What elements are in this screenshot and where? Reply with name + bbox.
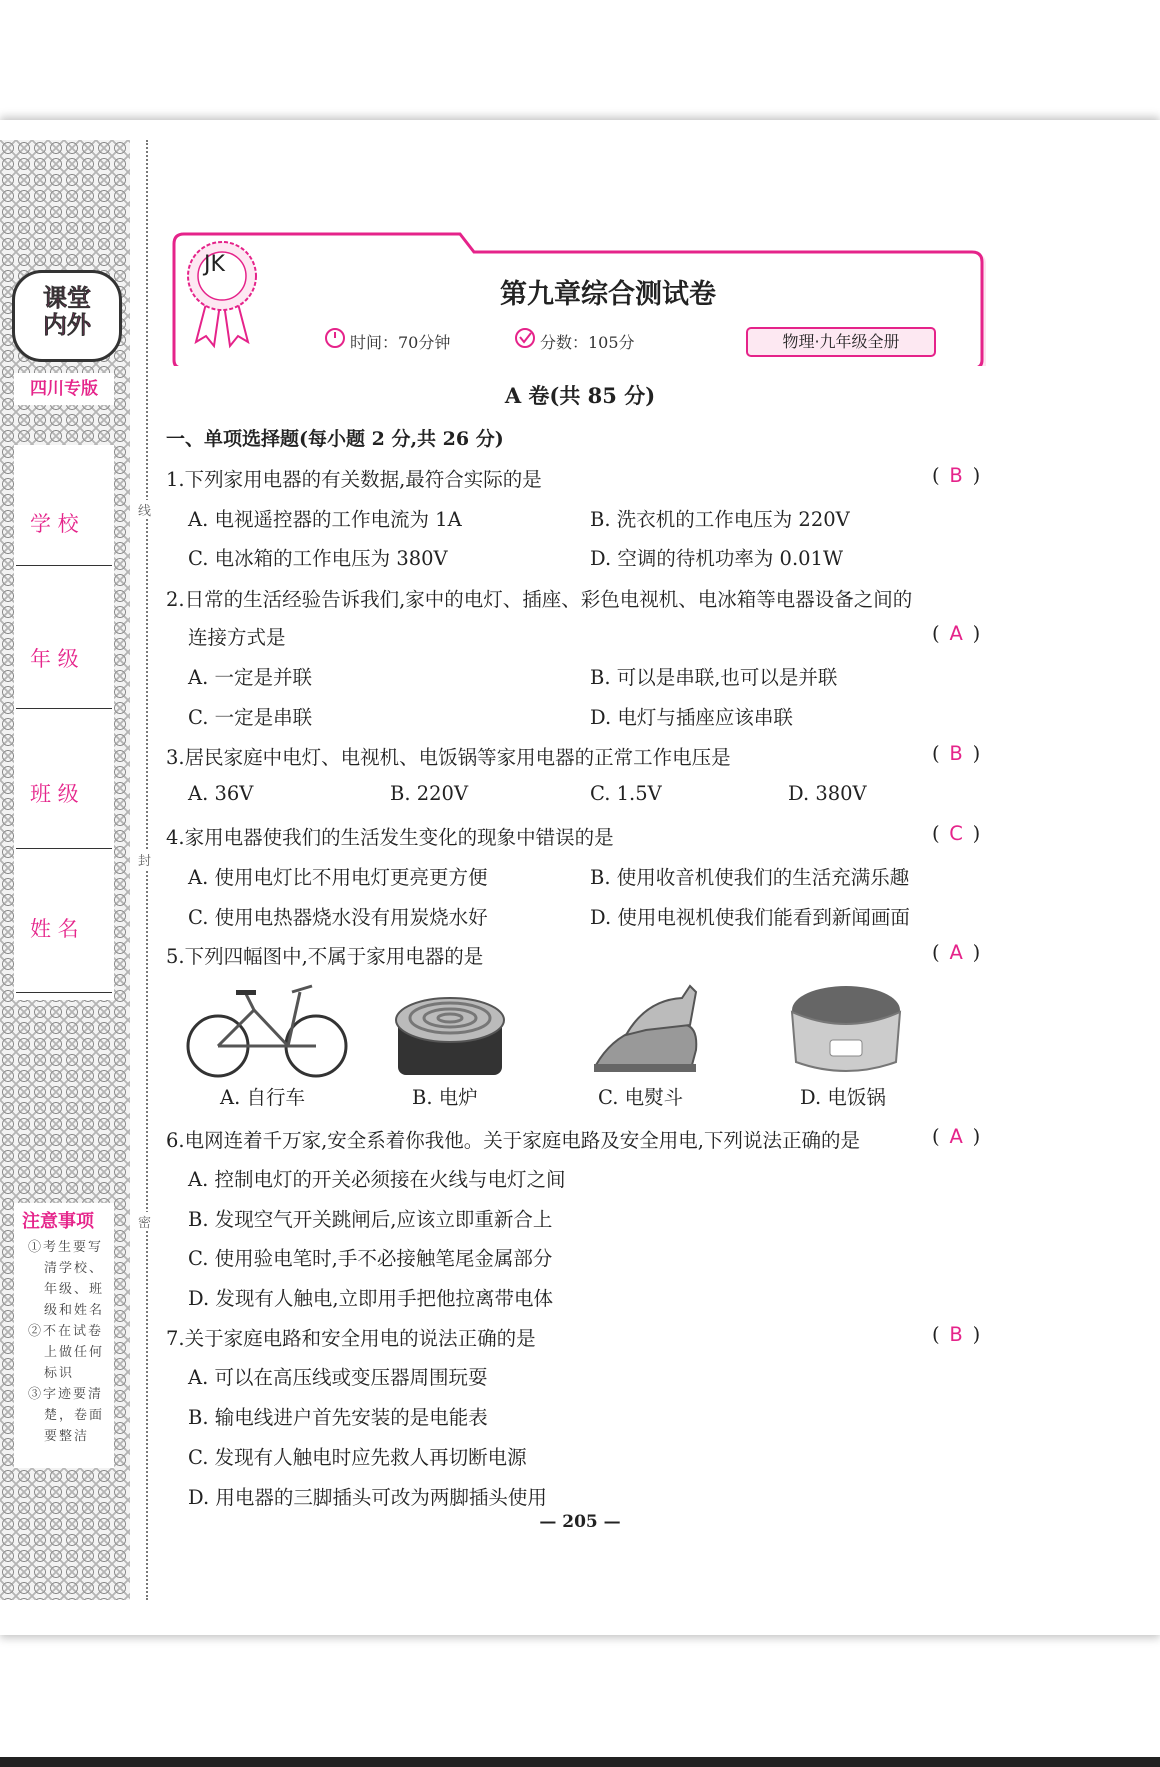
answer-value: B — [949, 464, 963, 487]
option: B. 输电线进户首先安装的是电能表 — [188, 1406, 488, 1429]
name-field-line — [16, 992, 112, 993]
answer-value: B — [949, 742, 963, 765]
image-caption: B. 电炉 — [412, 1086, 478, 1109]
option: A. 使用电灯比不用电灯更亮更方便 — [188, 866, 488, 889]
image-caption: C. 电熨斗 — [598, 1086, 684, 1109]
section-title: 一、单项选择题(每小题 2 分,共 26 分) — [166, 428, 504, 450]
note-item: ②不在试卷上做任何标识 — [28, 1324, 105, 1381]
option: C. 一定是串联 — [188, 706, 313, 729]
badge-text: JK — [204, 252, 225, 277]
binding-mark: 线 — [138, 500, 151, 519]
answer-value: A — [949, 1125, 963, 1148]
answer-box: ( A ) — [932, 622, 981, 645]
option: A. 电视遥控器的工作电流为 1A — [188, 508, 462, 531]
answer-box: ( B ) — [932, 742, 981, 765]
option: A. 一定是并联 — [188, 666, 312, 689]
time-info: 时间：70分钟 — [350, 333, 451, 352]
option: B. 可以是串联,也可以是并联 — [590, 666, 838, 689]
image-caption: A. 自行车 — [220, 1086, 305, 1109]
question-stem: 7.关于家庭电路和安全用电的说法正确的是 — [166, 1327, 536, 1350]
grade-field-line — [16, 708, 112, 709]
notes-title: 注意事项 — [22, 1211, 94, 1232]
logo-line-1: 课堂 — [43, 284, 91, 312]
question-stem: 5.下列四幅图中,不属于家用电器的是 — [166, 945, 484, 968]
option: D. 使用电视机使我们能看到新闻画面 — [590, 906, 910, 929]
bicycle-image — [184, 980, 354, 1080]
answer-value: A — [949, 941, 963, 964]
binding-line — [146, 140, 148, 1600]
class-field-label: 班 级 — [30, 782, 79, 806]
option: C. 使用电热器烧水没有用炭烧水好 — [188, 906, 488, 929]
question-stem: 4.家用电器使我们的生活发生变化的现象中错误的是 — [166, 826, 614, 849]
note-item: ③字迹要清楚，卷面要整洁 — [28, 1387, 105, 1444]
answer-box: ( B ) — [932, 464, 981, 487]
electric-iron-image — [586, 980, 706, 1080]
note-item: ①考生要写清学校、年级、班级和姓名 — [28, 1240, 105, 1318]
header-banner — [168, 232, 990, 366]
image-caption: D. 电饭锅 — [800, 1086, 886, 1109]
option: B. 洗衣机的工作电压为 220V — [590, 508, 850, 531]
edition-label: 四川专版 — [14, 373, 114, 405]
class-field-line — [16, 848, 112, 849]
binding-mark: 封 — [138, 850, 151, 869]
option: D. 发现有人触电,立即用手把他拉离带电体 — [188, 1287, 554, 1310]
option: A. 36V — [188, 782, 254, 805]
option: C. 使用验电笔时,手不必接触笔尾金属部分 — [188, 1247, 553, 1270]
answer-value: A — [949, 622, 963, 645]
answer-box: ( C ) — [932, 822, 981, 845]
option: D. 空调的待机功率为 0.01W — [590, 547, 843, 570]
school-field-line — [16, 565, 112, 566]
question-stem: 1.下列家用电器的有关数据,最符合实际的是 — [166, 468, 542, 491]
electric-stove-image — [390, 980, 510, 1080]
option: B. 发现空气开关跳闸后,应该立即重新合上 — [188, 1208, 553, 1231]
part-title: A 卷(共 85 分) — [504, 383, 656, 408]
binding-mark: 密 — [138, 1212, 151, 1231]
question-stem: 2.日常的生活经验告诉我们,家中的电灯、插座、彩色电视机、电冰箱等电器设备之间的 — [166, 588, 913, 611]
subject-badge: 物理·九年级全册 — [746, 327, 936, 357]
answer-value: B — [949, 1323, 963, 1346]
option: A. 可以在高压线或变压器周围玩耍 — [188, 1366, 488, 1389]
answer-value: C — [949, 822, 963, 845]
option: C. 1.5V — [590, 782, 662, 805]
answer-box: ( B ) — [932, 1323, 981, 1346]
option: D. 电灯与插座应该串联 — [590, 706, 793, 729]
logo-line-2: 内外 — [43, 311, 91, 339]
grade-field-label: 年 级 — [30, 647, 79, 671]
answer-box: ( A ) — [932, 1125, 981, 1148]
answer-box: ( A ) — [932, 941, 981, 964]
page-title: 第九章综合测试卷 — [500, 279, 716, 310]
school-field-label: 学 校 — [30, 512, 79, 536]
notes-box — [14, 1203, 114, 1468]
option: C. 电冰箱的工作电压为 380V — [188, 547, 448, 570]
option: B. 使用收音机使我们的生活充满乐趣 — [590, 866, 910, 889]
option: B. 220V — [390, 782, 469, 805]
name-field-label: 姓 名 — [30, 917, 79, 941]
question-stem: 6.电网连着千万家,安全系着你我他。关于家庭电路及安全用电,下列说法正确的是 — [166, 1129, 861, 1152]
option: D. 380V — [788, 782, 867, 805]
question-stem: 3.居民家庭中电灯、电视机、电饭锅等家用电器的正常工作电压是 — [166, 746, 731, 769]
option: A. 控制电灯的开关必须接在火线与电灯之间 — [188, 1168, 566, 1191]
question-stem-continued: 连接方式是 — [188, 626, 286, 649]
brand-logo — [12, 270, 122, 362]
option: C. 发现有人触电时应先救人再切断电源 — [188, 1446, 527, 1469]
score-info: 分数：105分 — [540, 333, 635, 352]
bottom-edge — [0, 1757, 1160, 1767]
option: D. 用电器的三脚插头可改为两脚插头使用 — [188, 1486, 547, 1509]
page-number: — 205 — — [539, 1512, 621, 1532]
rice-cooker-image — [786, 980, 906, 1080]
